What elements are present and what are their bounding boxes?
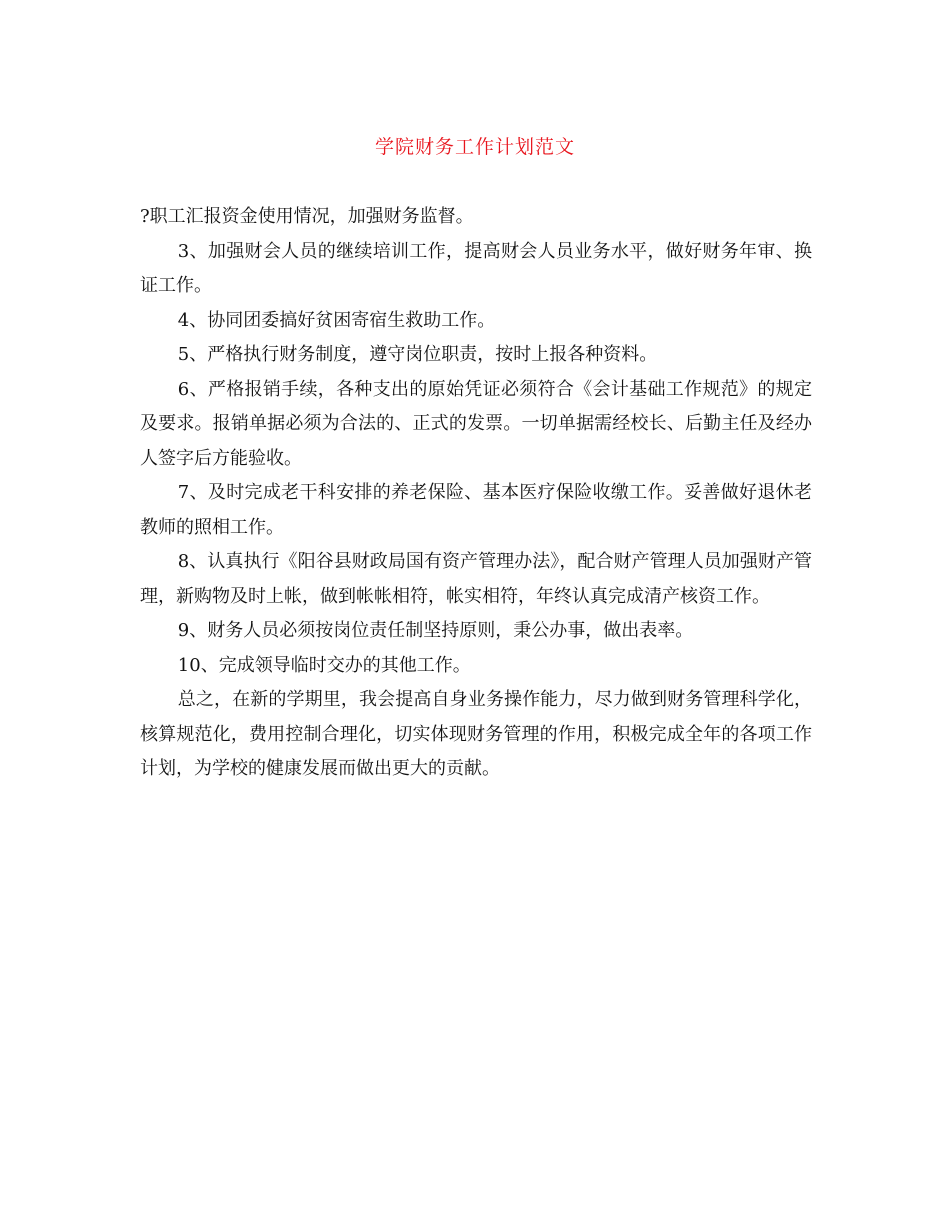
- paragraph-item-5: 5、严格执行财务制度，遵守岗位职责，按时上报各种资料。: [177, 344, 658, 365]
- paragraph-continuation: ?职工汇报资金使用情况，加强财务监督。: [140, 206, 474, 227]
- paragraph-item-10: 10、完成领导临时交办的其他工作。: [177, 654, 471, 676]
- document-title: 学院财务工作计划范文: [374, 136, 575, 158]
- paragraph-summary: 总之，在新的学期里，我会提高自身业务操作能力，尽力做到财务管理科学化，核算规范化，费用控制合理化，切实体现财务管理的作用，积极完成全年的各项工作计划，为学校的健康发展而做出更大的贡献。: [140, 689, 812, 779]
- paragraph-item-7: 7、及时完成老干科安排的养老保险、基本医疗保险收缴工作。妥善做好退休老教师的照相工作。: [140, 482, 812, 538]
- document-body: [140, 200, 812, 787]
- paragraph-item-4: 4、协同团委搞好贫困寄宿生救助工作。: [177, 309, 496, 331]
- paragraph-item-9: 9、财务人员必须按岗位责任制坚持原则，秉公办事，做出表率。: [177, 620, 694, 641]
- paragraph-item-6: 6、严格报销手续，各种支出的原始凭证必须符合《会计基础工作规范》的规定及要求。报销单据必须为合法的、正式的发票。一切单据需经校长、后勤主任及经办人签字后方能验收。: [140, 378, 812, 469]
- paragraph-item-8: 8、认真执行《阳谷县财政局国有资产管理办法》，配合财产管理人员加强财产管理，新购物及时上帐，做到帐帐相符，帐实相符，年终认真完成清产核资工作。: [140, 551, 812, 607]
- paragraph-item-3: 3、加强财会人员的继续培训工作，提高财会人员业务水平，做好财务年审、换证工作。: [140, 240, 812, 296]
